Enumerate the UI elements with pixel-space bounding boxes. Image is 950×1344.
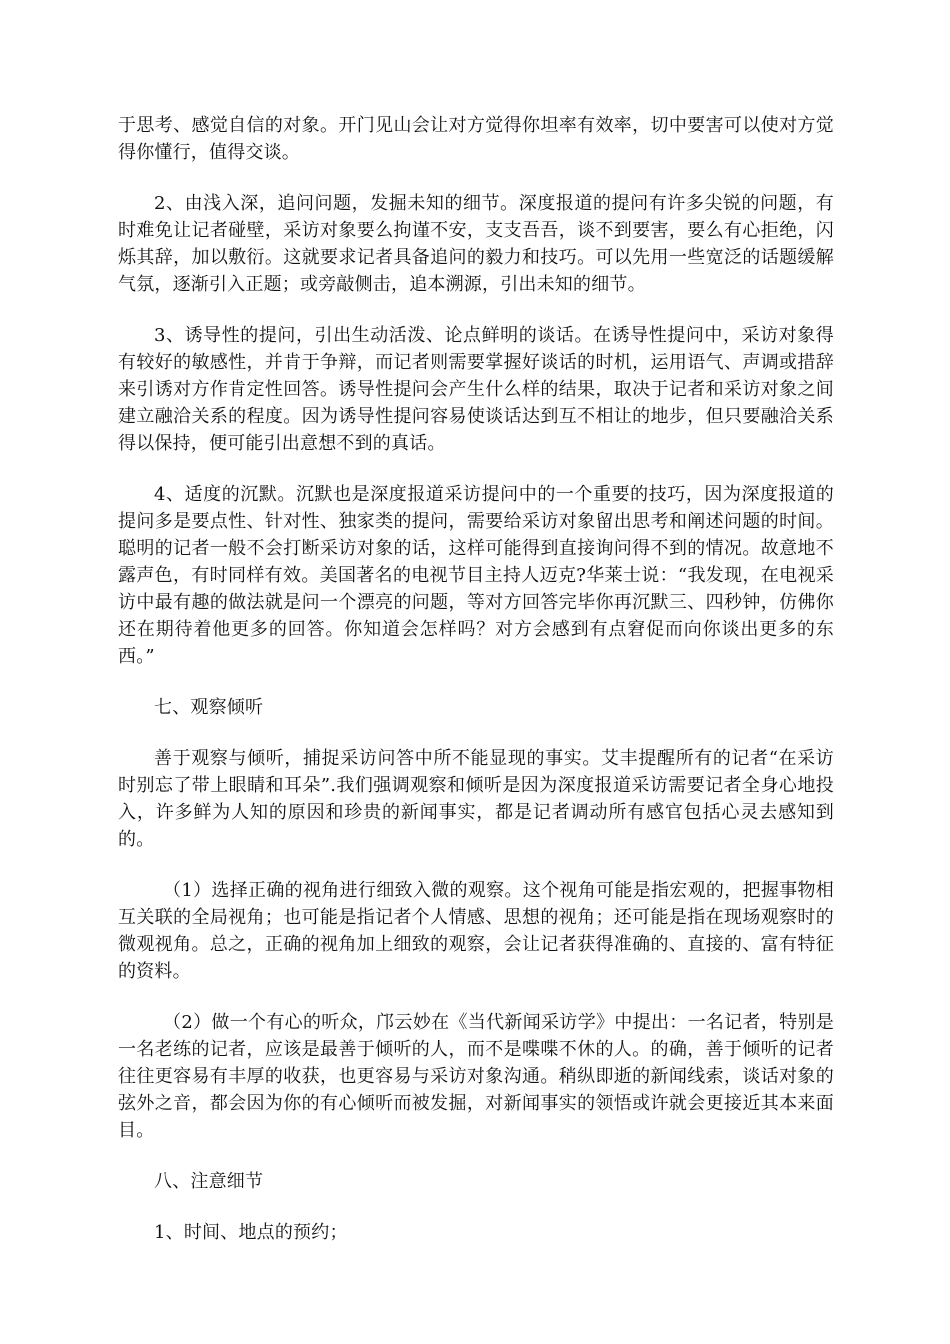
- paragraph-observe-listen: 善于观察与倾听，捕捉采访问答中所不能显现的事实。艾丰提醒所有的记者“在采访时别忘了带上眼睛和耳朵”.我们强调观察和倾听是因为深度报道采访需要记者全身心地投入，许多鲜为人知的原因和珍贵的新闻事实，都是记者调动所有感官包括心灵去感知到的。: [118, 748, 834, 850]
- document-body: [118, 112, 834, 1270]
- paragraph-item-3: 3、诱导性的提问，引出生动活泼、论点鲜明的谈话。在诱导性提问中，采访对象得有较好的敏感性，并肯于争辩，而记者则需要掌握好谈话的时机，运用语气、声调或措辞来引诱对方作肯定性回答。诱导性提问会产生什么样的结果，取决于记者和采访对象之间建立融洽关系的程度。因为诱导性提问容易使谈话达到互不相让的地步，但只要融洽关系得以保持，便可能引出意想不到的真话。: [118, 325, 834, 454]
- paragraph-item-2: 2、由浅入深，追问问题，发掘未知的细节。深度报道的提问有许多尖锐的问题，有时难免让记者碰壁，采访对象要么拘谨不安，支支吾吾，谈不到要害，要么有心拒绝，闪烁其辞，加以敷衍。这就要求记者具备追问的毅力和技巧。可以先用一些宽泛的话题缓解气氛，逐渐引入正题；或旁敲侧击，追本溯源，引出未知的细节。: [118, 193, 834, 295]
- paragraph-continuation: 于思考、感觉自信的对象。开门见山会让对方觉得你坦率有效率，切中要害可以使对方觉得你懂行，值得交谈。: [118, 115, 834, 163]
- paragraph-sub-1: （1）选择正确的视角进行细致入微的观察。这个视角可能是指宏观的，把握事物相互关联的全局视角；也可能是指记者个人情感、思想的视角；还可能是指在现场观察时的微观视角。总之，正确的视角加上细致的观察，会让记者获得准确的、直接的、富有特征的资料。: [118, 880, 834, 982]
- section-heading-8: 八、注意细节: [154, 1171, 264, 1192]
- section-heading-7: 七、观察倾听: [154, 697, 264, 718]
- paragraph-detail-1: 1、时间、地点的预约；: [154, 1222, 348, 1243]
- paragraph-sub-2: （2）做一个有心的听众，邝云妙在《当代新闻采访学》中提出：一名记者，特别是一名老练的记者，应该是最善于倾听的人，而不是喋喋不休的人。的确，善于倾听的记者往往更容易有丰厚的收获，也更容易与采访对象沟通。稍纵即逝的新闻线索，谈话对象的弦外之音，都会因为你的有心倾听而被发掘，对新闻事实的领悟或许就会更接近其本来面目。: [118, 1012, 834, 1141]
- paragraph-item-4: 4、适度的沉默。沉默也是深度报道采访提问中的一个重要的技巧，因为深度报道的提问多是要点性、针对性、独家类的提问，需要给采访对象留出思考和阐述问题的时间。聪明的记者一般不会打断采访对象的话，这样可能得到直接询问得不到的情况。故意地不露声色，有时同样有效。美国著名的电视节目主持人迈克?华莱士说：“我发现，在电视采访中最有趣的做法就是问一个漂亮的问题，等对方回答完毕你再沉默三、四秒钟，仿佛你还在期待着他更多的回答。你知道会怎样吗？对方会感到有点窘促而向你谈出更多的东西。”: [118, 484, 834, 667]
